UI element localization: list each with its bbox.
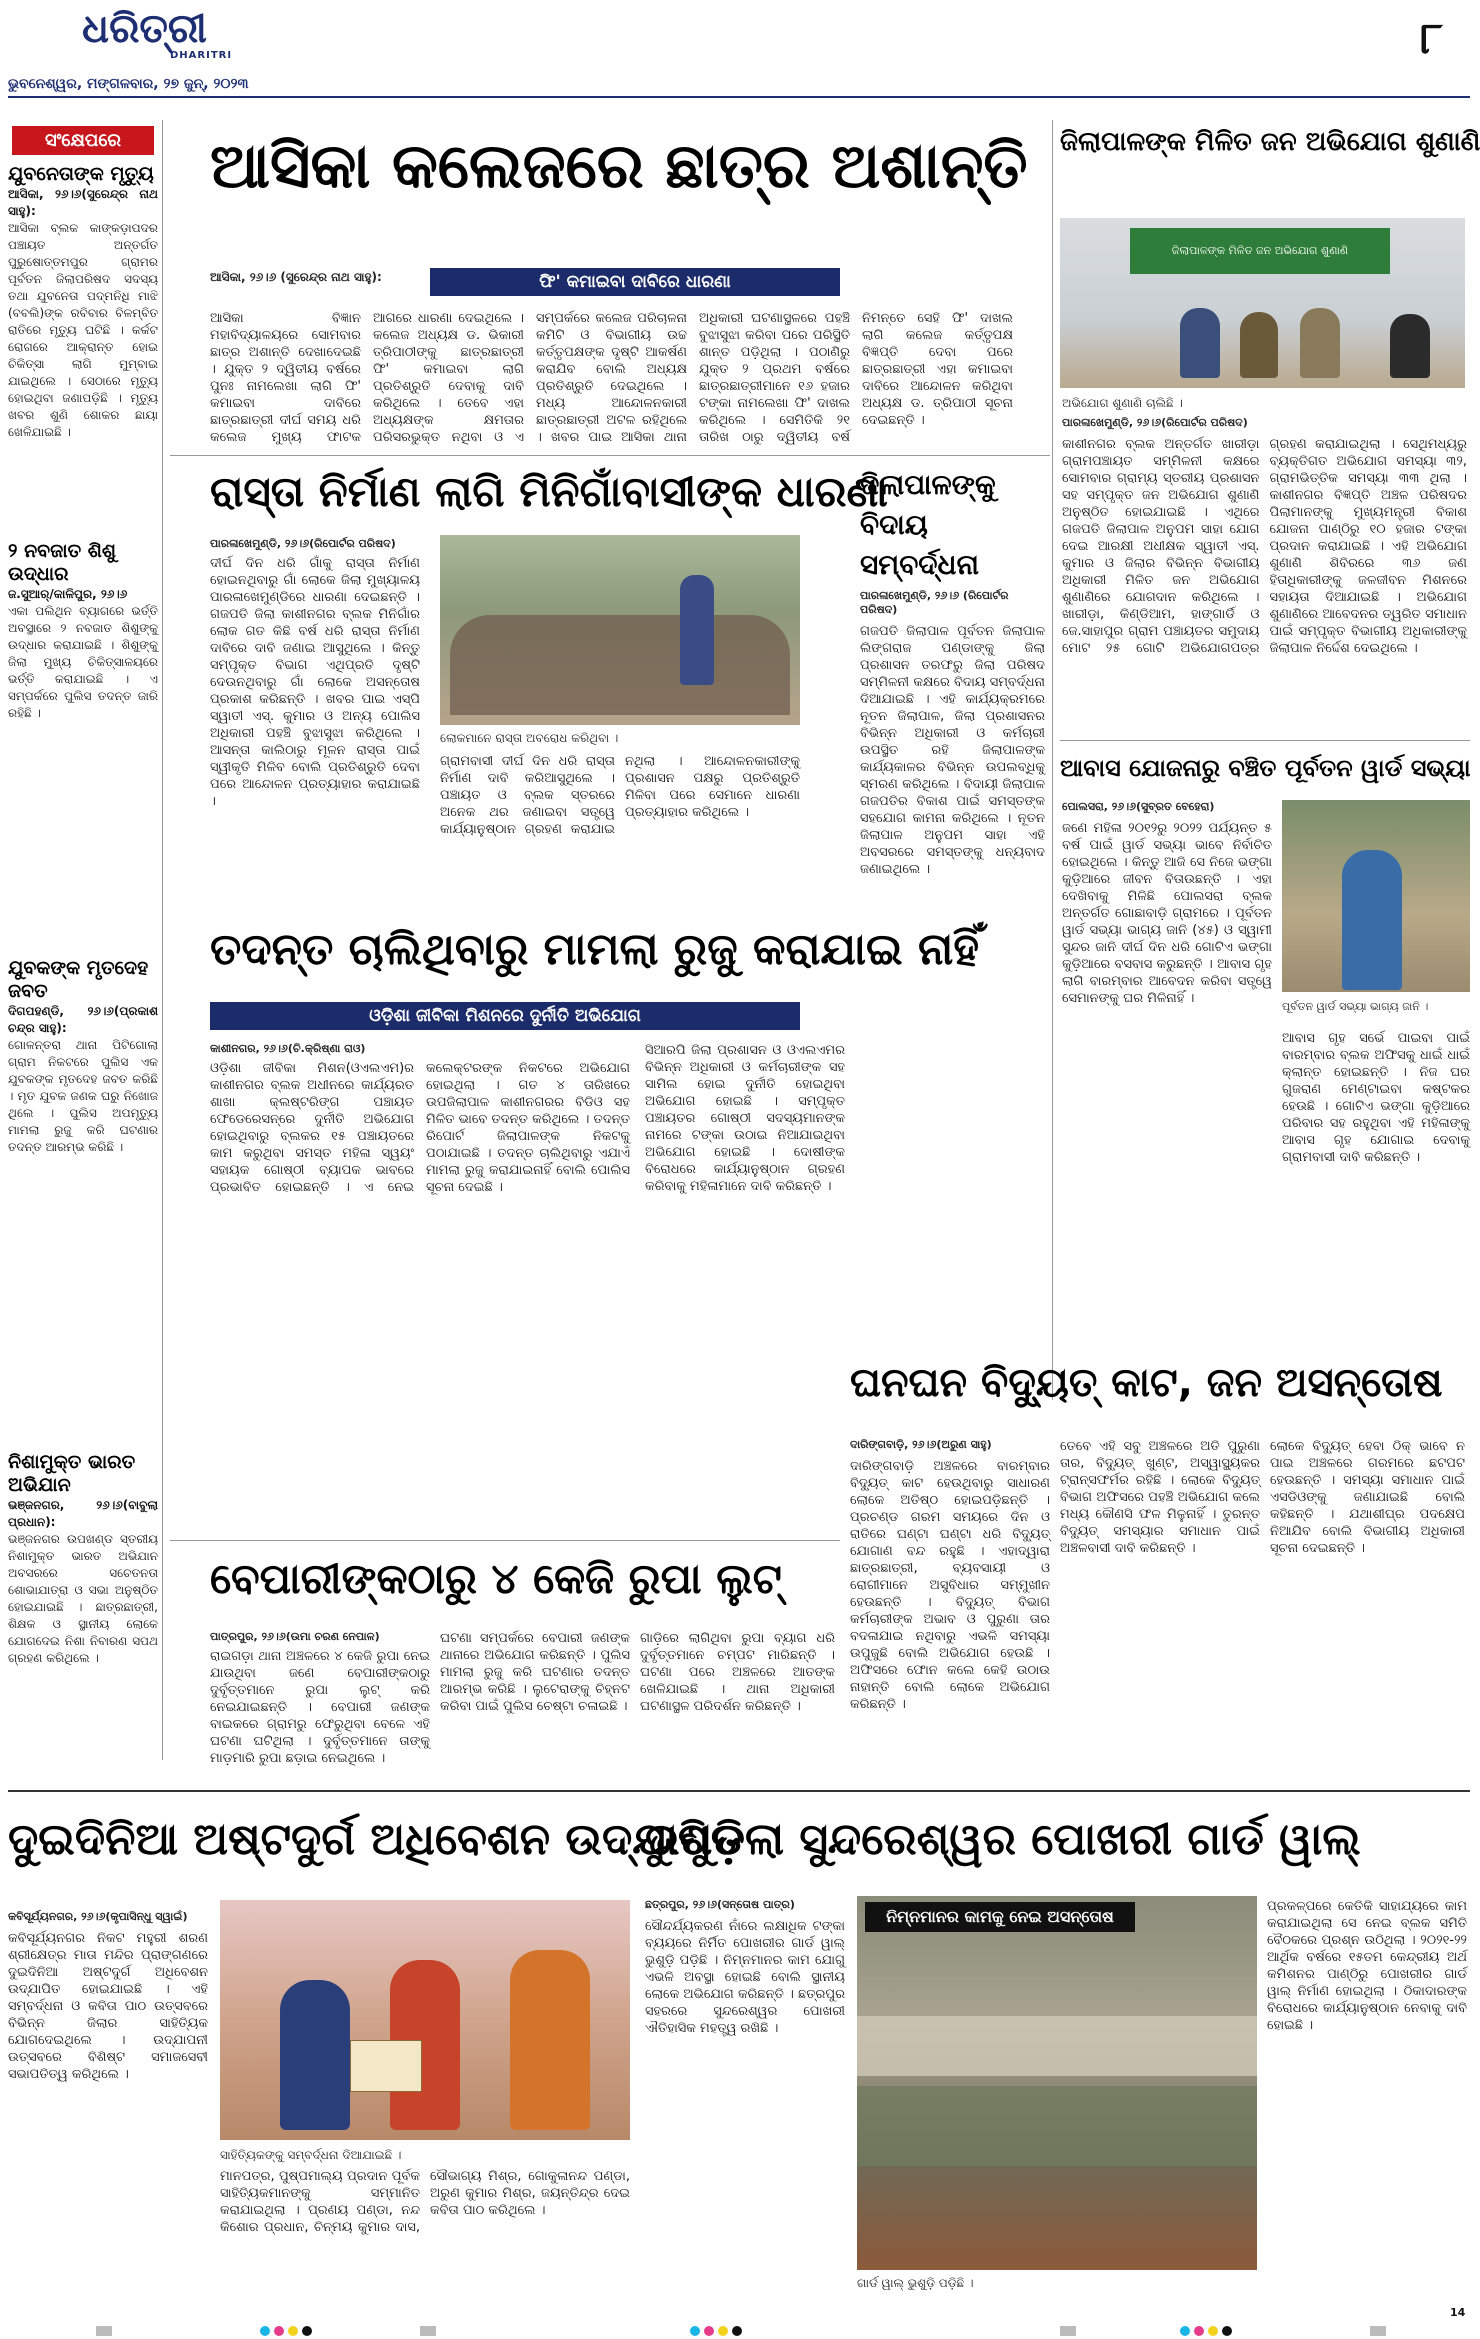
color-dot xyxy=(690,2326,700,2336)
brief-body: ଏକା ପଲିଥିନ ବ୍ୟାଗରେ ଭର୍ତ୍ତି ଅବସ୍ଥାରେ ୨ ନବଜାତ ଶିଶୁଙ୍କୁ ଉଦ୍ଧାର କରାଯାଇଛି । ଶିଶୁଙ୍କୁ ଜିଲା ମୁଖ୍ୟ ଚିକିତ୍ସାଳୟରେ ଭର୍ତ୍ତି କରାଯାଇଛି । ଏ ସମ୍ପର୍କରେ ପୁଲିସ ତଦନ୍ତ ଜାରି ରହିଛି । xyxy=(8,604,158,720)
person-shape xyxy=(680,575,714,685)
person-shape xyxy=(280,1980,350,2130)
wall-shape xyxy=(857,2016,1257,2076)
brief-byline: ଆସିକା, ୨୬।୬(ସୁରେନ୍ଦ୍ର ନାଥ ସାହୁ): xyxy=(8,187,158,218)
lead-strap: ଫି' କମାଇବା ଦାବିରେ ଧାରଣା xyxy=(430,268,840,296)
housing-story xyxy=(1060,740,1470,1380)
silver-body-3: ଗାଡ଼ିରେ ଲାଗିଥିବା ରୁପା ବ୍ୟାଗ ଧରି ଦୁର୍ବୃତ୍ତମାନେ ଚମ୍ପଟ ମାରିଛନ୍ତି । ଘଟଣା ପରେ ଅଞ୍ଚଳରେ ଆତଙ୍କ ଖେଳିଯାଇଛି । ଥାନା ଅଧିକାରୀ ଘଟଣାସ୍ଥଳ ପରିଦର୍ଶନ କରିଛନ୍ତି । xyxy=(640,1631,835,1714)
collector-byline: ପାରଳାଖେମୁଣ୍ଡି, ୨୬।୬(ରିପୋର୍ଟର ପରିଷଦ) xyxy=(1062,416,1248,429)
power-byline: ଦାରିଙ୍ଗବାଡ଼ି, ୨୬।୬(ଅରୁଣ ସାହୁ) xyxy=(850,1438,992,1451)
power-body-3: ଲୋକେ ବିଦ୍ୟୁତ୍ ହେବା ଠିକ୍ ଭାବେ ନ ପାଇ ଅଞ୍ଚଳରେ ଗରମରେ ଛଟପଟ ହେଉଛନ୍ତି । ସମସ୍ୟା ସମାଧାନ ପାଇଁ ଏସଡିଓଙ୍କୁ ଜଣାଯାଇଛି ବୋଲି କହିଛନ୍ତି । ଯଥାଶୀଘ୍ର ପଦକ୍ଷେପ ନିଆଯିବ ବୋଲି ବିଭାଗୀୟ ଅଧିକାରୀ ସୂଚନା ଦେଇଛନ୍ତି । xyxy=(1270,1439,1465,1556)
color-dot xyxy=(1222,2326,1232,2336)
collector-body: କାଶୀନଗର ବ୍ଲକ ଅନ୍ତର୍ଗତ ଖାରୀଡ଼ା ଗ୍ରାମପଞ୍ଚାୟତ ସମ୍ମିଳନୀ କକ୍ଷରେ ସୋମବାର ଗ୍ରାମ୍ୟ ସ୍ତରୀୟ ପ୍ରଶାସନ ସହ ସମ୍ପୃକ୍ତ ଜନ ଅଭିଯୋଗ ଶୁଣାଣି ଅନୁଷ୍ଠିତ ହୋଇଯାଇଛି । ଏଥିରେ ଗଜପତି ଜିଲାପାଳ ଅନୁପମ ସାହା ଯୋଗ ଦେଇ ଆରକ୍ଷୀ ଅଧୀକ୍ଷକ ସ୍ୱାତୀ ଏସ୍. କୁମାର ଓ ଜିଲାର ବିଭିନ୍ନ ବିଭାଗୀୟ ଅଧିକାରୀ ମିଳିତ ଜନ ଅଭିଯୋଗ ଶୁଣାଣିରେ ଯୋଗଦାନ କରିଥିଲେ । ଖାରୀଡ଼ା, କିଣ୍ଡିଆମ, ହାଙ୍ଗାର୍ଡି ଓ ଜେ.ସାହାପୁର ଗ୍ରାମ ପଞ୍ଚାୟତର ସମୁଦାୟ ମୋଟ ୨୫ ଗୋଟି ଅଭିଯୋଗପତ୍ର ଗ୍ରହଣ କରାଯାଇଥିଲା । ସେଥିମଧ୍ୟରୁ ବ୍ୟକ୍ତିଗତ ଅଭିଯୋଗ ସମସ୍ୟା ୩୨, ଗ୍ରାମଭିତ୍ତିକ ସମସ୍ୟା ୩୩ ଥିଲା । କାଶୀନଗର ବିଜ୍ଞପ୍ତି ଅଞ୍ଚଳ ପରିଷଦର ପିଲାମାନଙ୍କୁ ମୁଖ୍ୟମନ୍ତ୍ରୀ ବିକାଶ ଯୋଜନା ପାଣ୍ଠିରୁ ୧୦ ହଜାର ଟଙ୍କା ପ୍ରଦାନ କରାଯାଇଛି । ଏହି ଅଭିଯୋଗ ଶୁଣାଣି ଶିବିରରେ ୩୬ ଜଣ ହିତାଧିକାରୀଙ୍କୁ ଜଳଜୀବନ ମିଶନରେ ସହାୟତା ଦିଆଯାଇଛି । ଅଭିଯୋଗ ଶୁଣାଣିରେ ଆବେଦନର ତ୍ୱରିତ ସମାଧାନ ପାଇଁ ସମ୍ପୃକ୍ତ ବିଭାଗୀୟ ଅଧିକାରୀଙ୍କୁ ଜିଲାପାଳ ନିର୍ଦ୍ଦେଶ ଦେଇଥିଲେ । xyxy=(1062,437,1467,656)
farewell-story xyxy=(860,455,1045,985)
lead-byline: ଆସିକା, ୨୬।୬ (ସୁରେନ୍ଦ୍ର ନାଥ ସାହୁ): xyxy=(210,270,382,284)
brief-title: ୨ ନବଜାତ ଶିଶୁ ଉଦ୍ଧାର xyxy=(8,540,117,585)
brief-title: ଯୁବକଙ୍କ ମୃତଦେହ ଜବତ xyxy=(8,957,149,1002)
brief-title: ଯୁବନେତାଙ୍କ ମୃତ୍ୟୁ xyxy=(8,163,154,185)
brief-body: ଆସିକା ବ୍ଲକ କାଙ୍କଡ଼ାପଦର ପଞ୍ଚାୟତ ଅନ୍ତର୍ଗତ ପୁରୁଷୋତ୍ତମପୁର ଗ୍ରାମର ପୂର୍ବତନ ଜିଲାପରିଷଦ ସଦସ୍ୟ ତଥା ଯୁବନେତା ପଦ୍ମନିଧି ମାଝି (ବବଲି)ଙ୍କ ରବିବାର ବିଳମ୍ବିତ ରାତିରେ ମୃତ୍ୟୁ ଘଟିଛି । କର୍କଟ ରୋଗରେ ଆକ୍ରାନ୍ତ ହୋଇ ଚିକିତ୍ସା ଲାଗି ମୁମ୍ବାଇ ଯାଇଥିଲେ । ସେଠାରେ ମୃତ୍ୟୁ ହୋଇଥିବା ଜଣାପଡ଼ିଛି । ମୃତ୍ୟୁ ଖବର ଶୁଣି ଶୋକର ଛାୟା ଖେଳିଯାଇଛି । xyxy=(8,221,158,439)
person-shape xyxy=(1390,314,1430,378)
lead-headline: ଆସିକା କଲେଜରେ ଛାତ୍ର ଅଶାନ୍ତି xyxy=(210,129,1028,202)
housing-body: ଜଣେ ମହିଳା ୨୦୧୨ରୁ ୨୦୨୨ ପର୍ଯ୍ୟନ୍ତ ୫ ବର୍ଷ ପାଇଁ ୱାର୍ଡ ସଭ୍ୟା ଭାବେ ନିର୍ବାଚିତ ହୋଇଥିଲେ । କିନ୍ତୁ ଆଜି ସେ ନିଜେ ଭଙ୍ଗା କୁଡ଼ିଆରେ ଜୀବନ ବିତାଉଛନ୍ତି । ଏହା ଦେଖିବାକୁ ମିଳିଛି ପୋଲସରା ବ୍ଲକ ଅନ୍ତର୍ଗତ ଗୋଛାବାଡ଼ି ଗ୍ରାମରେ । ପୂର୍ବତନ ୱାର୍ଡ ସଭ୍ୟା ଭାଗ୍ୟ ଜାନି (୪୫) ଓ ସ୍ୱାମୀ ସୁନ୍ଦର ଜାନି ଦୀର୍ଘ ଦିନ ଧରି ଗୋଟିଏ ଭଙ୍ଗା କୁଡ଼ିଆରେ ବସବାସ କରୁଛନ୍ତି । ଆବାସ ଗୃହ ଲାଗି ବାରମ୍ବାର ଆବେଦନ କରିବା ସତ୍ତ୍ୱେ ସେମାନଙ୍କୁ ଘର ମିଳିନାହିଁ । xyxy=(1062,821,1272,1006)
conference-caption: ସାହିତ୍ୟିକଙ୍କୁ ସମ୍ବର୍ଦ୍ଧନା ଦିଆଯାଇଛି । xyxy=(220,2148,402,2162)
color-dot xyxy=(718,2326,728,2336)
water-shape xyxy=(857,2086,1257,2166)
logo-text: ଧରିତ୍ରୀ xyxy=(82,5,207,52)
color-dot xyxy=(260,2326,270,2336)
person-shape xyxy=(1342,850,1402,990)
collector-headline: ଜିଲାପାଳଙ୍କ ମିଳିତ ଜନ ଅଭିଯୋଗ ଶୁଣାଣି xyxy=(1060,127,1480,157)
road-body-2: ଗ୍ରାମବାସୀ ଦୀର୍ଘ ଦିନ ଧରି ରାସ୍ତା ନିର୍ମାଣ ଦାବି କରିଆସୁଥିଲେ । ପଞ୍ଚାୟତ ଓ ବ୍ଲକ ସ୍ତରରେ ଅନେକ ଥର ଜଣାଇବା ସତ୍ତ୍ୱେ କାର୍ଯ୍ୟାନୁଷ୍ଠାନ ଗ୍ରହଣ କରାଯାଇ ନଥିଲା । ଆନ୍ଦୋଳନକାରୀଙ୍କୁ ପ୍ରଶାସନ ପକ୍ଷରୁ ପ୍ରତିଶ୍ରୁତି ମିଳିବା ପରେ ସେମାନେ ଧାରଣା ପ୍ରତ୍ୟାହାର କରିଥିଲେ । xyxy=(440,754,800,837)
road-photo xyxy=(440,535,800,725)
silver-body: ରାଇଗଡ଼ା ଥାନା ଅଞ୍ଚଳରେ ୪ କେଜି ରୁପା ନେଇ ଯାଉଥିବା ଜଣେ ବେପାରୀଙ୍କଠାରୁ ଦୁର୍ବୃତ୍ତମାନେ ରୁପା ଲୁଟ୍ କରି ନେଇଯାଇଛନ୍ତି । ବେପାରୀ ଜଣଙ୍କ ବାଇକରେ ଗ୍ରାମରୁ ଫେରୁଥିବା ବେଳେ ଏହି ଘଟଣା ଘଟିଥିଲା । ଦୁର୍ବୃତ୍ତମାନେ ତାଙ୍କୁ ମାଡ଼ମାରି ରୁପା ଛଡ଼ାଇ ନେଇଥିଲେ । xyxy=(210,1649,430,1766)
investigation-byline: କାଶୀନଗର, ୨୬।୬(ଚି.କ୍ରିଷ୍ଣା ରାଓ) xyxy=(210,1042,366,1055)
conference-body-2: ମାନପତ୍ର, ପୁଷ୍ପମାଲ୍ୟ ପ୍ରଦାନ ପୂର୍ବକ ସାହିତ୍ୟିକମାନଙ୍କୁ ସମ୍ମାନିତ କରାଯାଇଥିଲା । ପ୍ରଣୟ ପଣ୍ଡା, ନନ୍ଦ କିଶୋର ପ୍ରଧାନ, ଚିନ୍ମୟ କୁମାର ଦାସ, ସୌଭାଗ୍ୟ ମିଶ୍ର, ଗୋକୁଳାନନ୍ଦ ପଣ୍ଡା, ଅରୁଣ କୁମାର ମିଶ୍ର, ଜୟନ୍ତିନ୍ଦ୍ର ଦେଇ କବିତା ପାଠ କରିଥିଲେ । xyxy=(220,2169,630,2235)
logo-subtitle: DHARITRI xyxy=(170,50,233,61)
silver-story xyxy=(170,1540,840,1780)
logo xyxy=(82,4,242,62)
person-shape xyxy=(510,1950,590,2130)
color-dot xyxy=(288,2326,298,2336)
bottom-rule xyxy=(8,1790,1470,1792)
brief-label: ସଂକ୍ଷେପରେ xyxy=(12,126,154,155)
collector-photo xyxy=(1060,218,1465,388)
investigation-headline: ତଦନ୍ତ ଚାଲିଥିବାରୁ ମାମଲା ରୁଜୁ କରାଯାଇ ନାହିଁ xyxy=(210,924,979,975)
pond-body: ସୌନ୍ଦର୍ଯ୍ୟକରଣ ନାଁରେ ଲକ୍ଷାଧିକ ଟଙ୍କା ବ୍ୟୟରେ ନିର୍ମିତ ପୋଖରୀର ଗାର୍ଡ ୱାଲ୍ ଭୁଶୁଡ଼ି ପଡ଼ିଛି । ନିମ୍ନମାନର କାମ ଯୋଗୁ ଏଭଳି ଅବସ୍ଥା ହୋଇଛି ବୋଲି ସ୍ଥାନୀୟ ଲୋକେ ଅଭିଯୋଗ କରିଛନ୍ତି । ଛତ୍ରପୁର ସହରରେ ସୁନ୍ଦରେଶ୍ୱର ପୋଖରୀ ଐତିହାସିକ ମହତ୍ତ୍ୱ ରଖିଛି । xyxy=(645,1919,845,2036)
silver-headline: ବେପାରୀଙ୍କଠାରୁ ୪ କେଜି ରୁପା ଲୁଟ୍ xyxy=(210,1554,782,1603)
housing-headline: ଆବାସ ଯୋଜନାରୁ ବଞ୍ଚିତ ପୂର୍ବତନ ୱାର୍ଡ ସଭ୍ୟା xyxy=(1060,754,1471,782)
conference-photo xyxy=(220,1900,630,2140)
conference-headline: ଦୁଇଦିନିଆ ଅଷ୍ଟଦୁର୍ଗ ଅଧିବେଶନ ଉଦ୍ଯାପିତ xyxy=(8,1814,743,1865)
color-dot xyxy=(1194,2326,1204,2336)
pond-photo xyxy=(857,1896,1257,2270)
pond-body-2: ପ୍ରକଳ୍ପରେ କେତିକି ସାହାଯ୍ୟରେ କାମ କରାଯାଇଥିଲା ସେ ନେଇ ବ୍ଲକ ସମିତି ବୈଠକରେ ପ୍ରଶ୍ନ ଉଠିଥିଲା । ୨୦୨୧-୨୨ ଆର୍ଥିକ ବର୍ଷରେ ୧୫ତମ କେନ୍ଦ୍ରୀୟ ଅର୍ଥ କମିଶନର ପାଣ୍ଠିରୁ ପୋଖରୀର ଗାର୍ଡ ୱାଲ୍ ନିର୍ମାଣ ହୋଇଥିଲା । ଠିକାଦାରଙ୍କ ବିରୋଧରେ କାର୍ଯ୍ୟାନୁଷ୍ଠାନ ନେବାକୁ ଦାବି ହୋଇଛି । xyxy=(1267,1899,1467,2033)
pond-story xyxy=(645,1800,1470,2300)
hearing-banner: ଜିଲାପାଳଙ୍କ ମିଳିତ ଜନ ଅଭିଯୋଗ ଶୁଣାଣି xyxy=(1130,228,1390,274)
brief-byline: ଦିଗପହଣ୍ଡି, ୨୬।୬(ପ୍ରକାଶ ଚନ୍ଦ୍ର ସାହୁ): xyxy=(8,1004,158,1035)
masthead xyxy=(0,0,1478,95)
section-rule xyxy=(170,1540,840,1541)
investigation-strap: ଓଡ଼ିଶା ଜୀବିକା ମିଶନରେ ଦୁର୍ନୀତି ଅଭିଯୋଗ xyxy=(210,1002,800,1030)
investigation-story xyxy=(170,910,979,1380)
color-dot xyxy=(704,2326,714,2336)
silver-body-2: ଘଟଣା ସମ୍ପର୍କରେ ବେପାରୀ ଜଣଙ୍କ ଥାନାରେ ଅଭିଯୋଗ କରିଛନ୍ତି । ପୁଲିସ ମାମଲା ରୁଜୁ କରି ଘଟଣାର ତଦନ୍ତ ଆରମ୍ଭ କରିଛି । ଲୁଟେରାଙ୍କୁ ଚିହ୍ନଟ କରିବା ପାଇଁ ପୁଲିସ ଚେଷ୍ଟା ଚଳାଇଛି । xyxy=(440,1631,630,1714)
collector-hearing-story xyxy=(1060,120,1480,730)
brief-item xyxy=(8,1451,158,1791)
investigation-body: ଓଡ଼ିଶା ଜୀବିକା ମିଶନ(ଓଏଲଏମ)ର କାଶୀନଗର ବ୍ଲକ ଅଧୀନରେ କାର୍ଯ୍ୟରତ ଶାଖା କ୍ଲଷ୍ଟରିଙ୍ଗ ପଞ୍ଚାୟତ ଫେଡେରେସନ୍ରେ ଦୁର୍ନୀତି ଅଭିଯୋଗ ହୋଇଥିବାରୁ ବ୍ଲକର ୧୫ ପଞ୍ଚାୟତରେ କାମ କରୁଥିବା ସମସ୍ତ ମହିଳା ସ୍ୱୟଂ ସହାୟକ ଗୋଷ୍ଠୀ ବ୍ୟାପକ ଭାବରେ ପ୍ରଭାବିତ ହୋଇଛନ୍ତି । ଏ ନେଇ କଲେକ୍ଟରଙ୍କ ନିକଟରେ ଅଭିଯୋଗ ହୋଇଥିଲା । ଗତ ୪ ତାରିଖରେ ଉପଜିଲାପାଳ କାଶୀନଗରର ବିଡିଓ ସହ ମିଳିତ ଭାବେ ତଦନ୍ତ କରିଥିଲେ । ତଦନ୍ତ ରିପୋର୍ଟ ଜିଲାପାଳଙ୍କ ନିକଟକୁ ପଠାଯାଇଛି । ତଦନ୍ତ ଚାଲିଥିବାରୁ ଏଯାଏଁ ମାମଲା ରୁଜୁ କରାଯାଇନାହିଁ ବୋଲି ପୋଲିସ ସୂଚନା ଦେଇଛି । xyxy=(210,1061,630,1195)
page-marker: ୮ xyxy=(1420,13,1443,64)
pond-strap: ନିମ୍ନମାନର କାମକୁ ନେଇ ଅସନ୍ତୋଷ xyxy=(865,1902,1135,1932)
farewell-byline: ପାରଳାଖେମୁଣ୍ଡି, ୨୬।୬ (ରିପୋର୍ଟର ପରିଷଦ) xyxy=(860,589,1009,616)
color-dot xyxy=(1180,2326,1190,2336)
column-divider xyxy=(1052,120,1053,1400)
registration-block xyxy=(1370,2326,1386,2336)
road-body: ଦୀର୍ଘ ଦିନ ଧରି ଗାଁକୁ ରାସ୍ତା ନିର୍ମାଣ ହୋଇନଥିବାରୁ ଗାଁ ଲୋକେ ଜିଲା ମୁଖ୍ୟାଳୟ ପାରଳାଖେମୁଣ୍ଡିରେ ଧାରଣା ଦେଇଛନ୍ତି । ଗଜପତି ଜିଲା କାଶୀନଗର ବ୍ଲକ ମିନିଗାଁର ଲୋକ ଗତ କିଛି ବର୍ଷ ଧରି ରାସ୍ତା ନିର୍ମାଣ ଦାବିରେ ଦାବି ଜଣାଇ ଆସୁଥିଲେ । କିନ୍ତୁ ସମ୍ପୃକ୍ତ ବିଭାଗ ଏଥିପ୍ରତି ଦୃଷ୍ଟି ଦେଉନଥିବାରୁ ଗାଁ ଲୋକେ ଅସନ୍ତୋଷ ପ୍ରକାଶ କରିଛନ୍ତି । ଖବର ପାଇ ଏସ୍ପି ସ୍ୱାତୀ ଏସ୍. କୁମାର ଓ ଅନ୍ୟ ପୋଲିସ ଅଧିକାରୀ ପହଞ୍ଚି ବୁଝାସୁଝା କରିଥିଲେ । ଆସନ୍ତା କାଲିଠାରୁ ମୂଳନ ରାସ୍ତା ପାଇଁ ସ୍ୱୀକୃତି ମିଳିବ ବୋଲି ପ୍ରତିଶ୍ରୁତି ଦେବା ପରେ ଆନ୍ଦୋଳନ ପ୍ରତ୍ୟାହାର କରାଯାଇଛି । xyxy=(210,556,420,809)
pond-caption: ଗାର୍ଡ ୱାଲ୍ ଭୁଶୁଡ଼ି ପଡ଼ିଛି । xyxy=(857,2276,974,2290)
brief-body: ଗୋଳନ୍ତରା ଥାନା ପିଟିଗୋଲା ଗ୍ରାମ ନିକଟରେ ପୁଲିସ ଏକ ଯୁବକଙ୍କ ମୃତଦେହ ଜବତ କରିଛି । ମୃତ ଯୁବକ ଜଣକ ଘରୁ ନିଖୋଜ ଥିଲେ । ପୁଲିସ ଅପମୃତ୍ୟୁ ମାମଲା ରୁଜୁ କରି ଘଟଣାର ତଦନ୍ତ ଆରମ୍ଭ କରିଛି । xyxy=(8,1038,158,1154)
brief-item xyxy=(8,163,158,520)
power-story xyxy=(850,1340,1470,1780)
farewell-headline: ଜିଲାପାଳଙ୍କୁ ବିଦାୟ ସମ୍ବର୍ଦ୍ଧନା xyxy=(860,468,996,581)
section-rule xyxy=(1060,740,1470,741)
brief-item xyxy=(8,957,158,1437)
pond-byline: ଛତ୍ରପୁର, ୨୬।୬(ସନ୍ତୋଷ ପାତ୍ର) xyxy=(645,1898,795,1911)
power-body-2: ତେବେ ଏହି ସବୁ ଅଞ୍ଚଳରେ ଅତି ପୁରୁଣା ତାର, ବିଦ୍ୟୁତ୍ ଖୁଣ୍ଟ, ଅସ୍ୱାସ୍ଥ୍ୟକର ଟ୍ରାନ୍ସଫର୍ମର ରହିଛି । ଲୋକେ ବିଦ୍ୟୁତ୍ ବିଭାଗ ଅଫିସରେ ପହଞ୍ଚି ଅଭିଯୋଗ କଲେ ମଧ୍ୟ କୌଣସି ଫଳ ମିଳୁନାହିଁ । ତୁରନ୍ତ ବିଦ୍ୟୁତ୍ ସମସ୍ୟାର ସମାଧାନ ପାଇଁ ଅଞ୍ଚଳବାସୀ ଦାବି କରିଛନ୍ତି । xyxy=(1060,1439,1260,1556)
road-headline: ରାସ୍ତା ନିର୍ମାଣ ଲାଗି ମିନିଗାଁବାସୀଙ୍କ ଧାରଣା xyxy=(210,467,888,516)
conference-byline: କବିସୂର୍ଯ୍ୟନଗର, ୨୬।୬(କୃପାସିନ୍ଧୁ ସ୍ୱାଇଁ) xyxy=(8,1910,188,1923)
housing-caption: ପୂର୍ବତନ ୱାର୍ଡ ସଭ୍ୟା ଭାଗ୍ୟ ଜାନି । xyxy=(1282,1000,1429,1013)
registration-block xyxy=(420,2326,436,2336)
pond-headline: ଭୁଶୁଡ଼ିଲା ସୁନ୍ଦରେଶ୍ୱର ପୋଖରୀ ଗାର୍ଡ ୱାଲ୍ xyxy=(645,1814,1361,1865)
silver-byline: ପାତ୍ରପୁର, ୨୬।୬(ଉମା ଚରଣ ନେପାଳ) xyxy=(210,1630,380,1643)
housing-photo xyxy=(1282,800,1470,992)
road-caption: ଲୋକମାନେ ରାସ୍ତା ଅବରୋଧ କରିଥିବା । xyxy=(440,731,619,745)
power-body: ଦାରିଙ୍ଗବାଡ଼ି ଅଞ୍ଚଳରେ ବାରମ୍ବାର ବିଦ୍ୟୁତ୍ କାଟ ହେଉଥିବାରୁ ସାଧାରଣ ଲୋକେ ଅତିଷ୍ଠ ହୋଇପଡ଼ିଛନ୍ତି । ପ୍ରଚଣ୍ଡ ଗରମ ସମୟରେ ଦିନ ଓ ରାତିରେ ଘଣ୍ଟା ଘଣ୍ଟା ଧରି ବିଦ୍ୟୁତ୍ ଯୋଗାଣ ବନ୍ଦ ରହୁଛି । ଏହାଦ୍ୱାରା ଛାତ୍ରଛାତ୍ରୀ, ବ୍ୟବସାୟୀ ଓ ରୋଗୀମାନେ ଅସୁବିଧାର ସମ୍ମୁଖୀନ ହେଉଛନ୍ତି । ବିଦ୍ୟୁତ୍ ବିଭାଗ କର୍ମଚାରୀଙ୍କ ଅଭାବ ଓ ପୁରୁଣା ତାର ବଦଳାଯାଇ ନଥିବାରୁ ଏଭଳି ସମସ୍ୟା ଉପୁଜୁଛି ବୋଲି ଅଭିଯୋଗ ହେଉଛି । ଅଫିସରେ ଫୋନ କଲେ କେହି ଉଠାଉ ନାହାନ୍ତି ବୋଲି ଲୋକେ ଅଭିଯୋଗ କରିଛନ୍ତି । xyxy=(850,1459,1050,1712)
brief-byline: ଭଞ୍ଜନଗର, ୨୬।୬(ବାବୁଲା ପ୍ରଧାନ): xyxy=(8,1498,158,1529)
registration-block xyxy=(96,2326,112,2336)
lead-story xyxy=(170,120,1030,450)
power-headline: ଘନଘନ ବିଦ୍ୟୁତ୍ କାଟ, ଜନ ଅସନ୍ତୋଷ xyxy=(850,1360,1443,1406)
page-number: 14 xyxy=(1450,2306,1466,2319)
person-shape xyxy=(1240,312,1278,378)
investigation-body-2: ସିଆରପି ଜିଲା ପ୍ରଶାସନ ଓ ଓଏଲଏମର ବିଭିନ୍ନ ଅଧିକାରୀ ଓ କର୍ମଚାରୀଙ୍କ ସହ ସାମିଲ ହୋଇ ଦୁର୍ନୀତି ହୋଇଥିବା ଅଭିଯୋଗ ହୋଇଛି । ସମ୍ପୃକ୍ତ ପଞ୍ଚାୟତର ଗୋଷ୍ଠୀ ସଦସ୍ୟମାନଙ୍କ ନାମରେ ଟଙ୍କା ଉଠାଇ ନିଆଯାଇଥିବା ଅଭିଯୋଗ ହୋଇଛି । ଦୋଷୀଙ୍କ ବିରୋଧରେ କାର୍ଯ୍ୟାନୁଷ୍ଠାନ ଗ୍ରହଣ କରିବାକୁ ମହିଳାମାନେ ଦାବି କରିଛନ୍ତି । xyxy=(645,1043,845,1194)
column-divider xyxy=(162,120,163,1760)
registration-block xyxy=(1060,2326,1076,2336)
conference-body: କବିସୂର୍ଯ୍ୟନଗର ନିକଟ ମହୁରୀ ଶରଣ ଶ୍ରୀକ୍ଷେତ୍ର ମାତା ମନ୍ଦିର ପ୍ରାଙ୍ଗଣରେ ଦୁଇଦିନିଆ ଅଷ୍ଟଦୁର୍ଗ ଅଧିବେଶନ ଉଦ୍ଯାପିତ ହୋଇଯାଇଛି । ଏହି ସମ୍ବର୍ଦ୍ଧନା ଓ କବିତା ପାଠ ଉତ୍ସବରେ ବିଭିନ୍ନ ଜିଲାର ସାହିତ୍ୟିକ ଯୋଗଦେଇଥିଲେ । ଉଦ୍ଯାପନୀ ଉତ୍ସବରେ ବିଶିଷ୍ଟ ସମାଜସେବୀ ସଭାପତିତ୍ୱ କରିଥିଲେ । xyxy=(8,1931,208,2082)
collector-caption: ଅଭିଯୋଗ ଶୁଣାଣି ଚାଲିଛି । xyxy=(1062,396,1183,410)
color-dot xyxy=(1208,2326,1218,2336)
crowd-shape xyxy=(450,615,790,715)
road-byline: ପାରଳାଖେମୁଣ୍ଡି, ୨୬।୬(ରିପୋର୍ଟର ପରିଷଦ) xyxy=(210,537,396,550)
person-shape xyxy=(1180,308,1220,378)
brief-column xyxy=(8,120,158,1760)
brief-byline: ଜ.ସୁଆର୍/କାଳିପୁର, ୨୬।୬ xyxy=(8,587,128,601)
color-dot xyxy=(274,2326,284,2336)
color-dot xyxy=(302,2326,312,2336)
certificate-shape xyxy=(350,2040,422,2092)
brief-item xyxy=(8,540,158,943)
lead-body: ଆସିକା ବିଜ୍ଞାନ ମହାବିଦ୍ୟାଳୟରେ ସୋମବାର ଛାତ୍ର ଅଶାନ୍ତି ଦେଖାଦେଇଛି । ଯୁକ୍ତ ୨ ଦ୍ୱିତୀୟ ବର୍ଷରେ ପୁନଃ ନାମଲେଖା ଲାଗି ଫି' କମାଇବା ଦାବିରେ ଛାତ୍ରଛାତ୍ରୀ ଦୀର୍ଘ ସମୟ ଧରି କଲେଜ ମୁଖ୍ୟ ଫାଟକ ଆଗରେ ଧାରଣା ଦେଇଥିଲେ । କଲେଜ ଅଧ୍ୟକ୍ଷ ଡ. ଭିକାରୀ ତ୍ରିପାଠୀଙ୍କୁ ଛାତ୍ରଛାତ୍ରୀ ଫି' କମାଇବା ଲାଗି ପ୍ରତିଶ୍ରୁତି ଦେବାକୁ ଦାବି କରିଥିଲେ । ତେବେ ଏହା ଅଧ୍ୟକ୍ଷଙ୍କ କ୍ଷମତାର ପରିସରଭୁକ୍ତ ନଥିବା ଓ ଏ ସମ୍ପର୍କରେ କଲେଜ ପରିଚାଳନା କମିଟି ଓ ବିଭାଗୀୟ ଉଚ୍ଚ କର୍ତ୍ତୃପକ୍ଷଙ୍କ ଦୃଷ୍ଟି ଆକର୍ଷଣ କରାଯିବ ବୋଲି ଅଧ୍ୟକ୍ଷ ପ୍ରତିଶ୍ରୁତି ଦେଇଥିଲେ । ମଧ୍ୟ ଆନ୍ଦୋଳନକାରୀ ଛାତ୍ରଛାତ୍ରୀ ଅଟଳ ରହିଥିଲେ । ଖବର ପାଇ ଆସିକା ଥାନା ଅଧିକାରୀ ଘଟଣାସ୍ଥଳରେ ପହଞ୍ଚି ବୁଝାସୁଝା କରିବା ପରେ ପରିସ୍ଥିତି ଶାନ୍ତ ପଡ଼ିଥିଲା । ପଠାଣିରୁ ଯୁକ୍ତ ୨ ପ୍ରଥମ ବର୍ଷରେ ଛାତ୍ରଛାତ୍ରୀମାନେ ୧୬ ହଜାର ଟଙ୍କା ନାମଲେଖା ଫି' ଦାଖଲ କରିଥିଲେ । ସେମିତିକି ୨୧ ତାରିଖ ଠାରୁ ଦ୍ୱିତୀୟ ବର୍ଷ ନିମନ୍ତେ ସେହି ଫି' ଦାଖଲ ଲାଗି କଲେଜ କର୍ତ୍ତୃପକ୍ଷ ବିଜ୍ଞପ୍ତି ଦେବା ପରେ ଛାତ୍ରଛାତ୍ରୀ ଏହା କମାଇବା ଦାବିରେ ଆନ୍ଦୋଳନ କରିଥିବା ଅଧ୍ୟକ୍ଷ ଡ. ତ୍ରିପାଠୀ ସୂଚନା ଦେଇଛନ୍ତି । xyxy=(210,311,1013,445)
road-story xyxy=(170,455,888,905)
brief-body: ଭଞ୍ଜନଗର ଉପଖଣ୍ଡ ସ୍ତରୀୟ ନିଶାମୁକ୍ତ ଭାରତ ଅଭିଯାନ ଅବସରରେ ସଚେତନତା ଶୋଭାଯାତ୍ରା ଓ ସଭା ଅନୁଷ୍ଠିତ ହୋଇଯାଇଛି । ଛାତ୍ରଛାତ୍ରୀ, ଶିକ୍ଷକ ଓ ସ୍ଥାନୀୟ ଲୋକେ ଯୋଗଦେଇ ନିଶା ନିବାରଣ ସପଥ ଗ୍ରହଣ କରିଥିଲେ । xyxy=(8,1532,158,1665)
dateline: ଭୁବନେଶ୍ୱର, ମଙ୍ଗଳବାର, ୨୭ ଜୁନ୍, ୨୦୨୩ xyxy=(8,76,249,92)
masthead-rule xyxy=(8,96,1470,98)
color-dot xyxy=(732,2326,742,2336)
person-shape xyxy=(1300,308,1340,378)
housing-body-2: ଆବାସ ଗୃହ ସର୍ଭେ ପାଇବା ପାଇଁ ବାରମ୍ବାର ବ୍ଲକ ଅଫିସକୁ ଧାଇଁ ଧାଇଁ କ୍ଲାନ୍ତ ହୋଇଛନ୍ତି । ନିଜ ଘର ଗୁଜରାଣ ମେଣ୍ଟାଇବା କଷ୍ଟକର ହେଉଛି । ଗୋଟିଏ ଭଙ୍ଗା କୁଡ଼ିଆରେ ପରିବାର ସହ ରହୁଥିବା ଏହି ମହିଳାଙ୍କୁ ଆବାସ ଗୃହ ଯୋଗାଇ ଦେବାକୁ ଗ୍ରାମବାସୀ ଦାବି କରିଛନ୍ତି । xyxy=(1282,1031,1470,1165)
print-registration-strip xyxy=(0,2322,1478,2339)
brief-title: ନିଶାମୁକ୍ତ ଭାରତ ଅଭିଯାନ xyxy=(8,1451,136,1496)
housing-byline: ପୋଲସରା, ୨୬।୬(ସୁବ୍ରତ ବେହେରା) xyxy=(1062,800,1215,813)
farewell-body: ଗଜପତି ଜିଲାପାଳ ପୂର୍ବତନ ଜିଲାପାଳ ଲିଙ୍ଗରାଜ ପଣ୍ଡାଙ୍କୁ ଜିଲା ପ୍ରଶାସନ ତରଫରୁ ଜିଲା ପରିଷଦ ସମ୍ମିଳନୀ କକ୍ଷରେ ବିଦାୟ ସମ୍ବର୍ଦ୍ଧନା ଦିଆଯାଇଛି । ଏହି କାର୍ଯ୍ୟକ୍ରମରେ ନୂତନ ଜିଲାପାଳ, ଜିଲା ପ୍ରଶାସନର ବିଭିନ୍ନ ଅଧିକାରୀ ଓ କର୍ମଚାରୀ ଉପସ୍ଥିତ ରହି ଜିଲାପାଳଙ୍କ କାର୍ଯ୍ୟକାଳର ବିଭିନ୍ନ ଉପଲବ୍ଧିକୁ ସ୍ମରଣ କରିଥିଲେ । ବିଦାୟୀ ଜିଲାପାଳ ଗଜପତିର ବିକାଶ ପାଇଁ ସମସ୍ତଙ୍କ ସହଯୋଗ କାମନା କରିଥିଲେ । ନୂତନ ଜିଲାପାଳ ଅନୁପମ ସାହା ଏହି ଅବସରରେ ସମସ୍ତଙ୍କୁ ଧନ୍ୟବାଦ ଜଣାଇଥିଲେ । xyxy=(860,624,1045,877)
